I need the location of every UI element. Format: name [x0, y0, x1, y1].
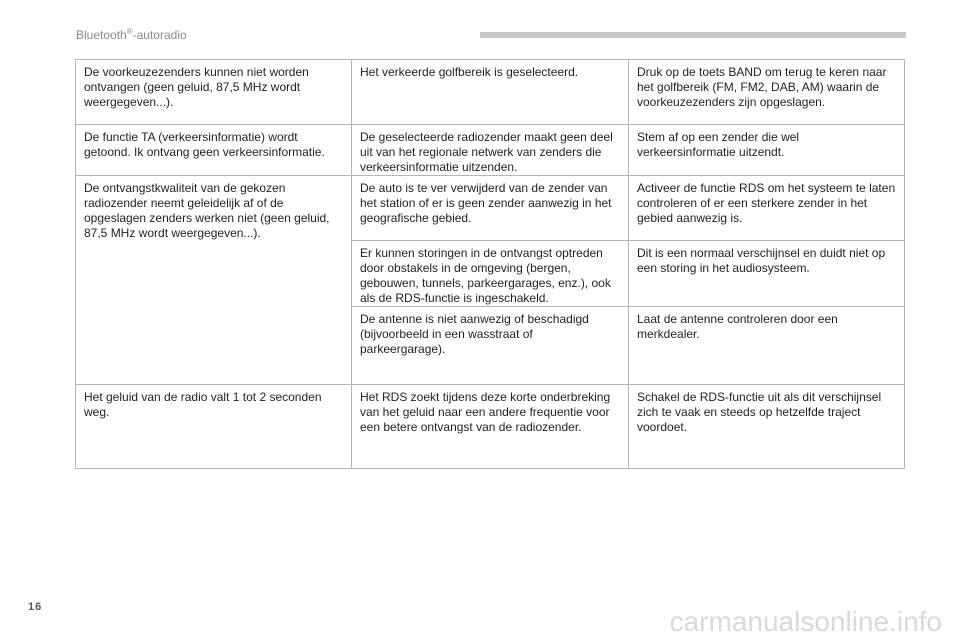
- solution-cell: Schakel de RDS-functie uit als dit verschijnsel zich te vaak en steeds op hetzelfde traject voordoet.: [629, 385, 905, 469]
- solution-cell: Druk op de toets BAND om terug te keren naar het golfbereik (FM, FM2, DAB, AM) waarin de voorkeuzezenders zijn opgeslagen.: [629, 60, 905, 125]
- problem-cell: De functie TA (verkeersinformatie) wordt getoond. Ik ontvang geen verkeersinformatie.: [76, 125, 352, 176]
- cause-cell: De auto is te ver verwijderd van de zender van het station of er is geen zender aanwezig in het geografische gebied.: [352, 176, 629, 241]
- table-row: [76, 385, 905, 469]
- section-title: Bluetooth®-autoradio: [76, 27, 187, 42]
- problem-cell: De ontvangstkwaliteit van de gekozen radiozender neemt geleidelijk af of de opgeslagen zenders werken niet (geen geluid, 87,5 MHz wordt weergegeven...).: [76, 176, 352, 385]
- solution-cell: Laat de antenne controleren door een merkdealer.: [629, 307, 905, 385]
- page-number: 16: [28, 601, 43, 613]
- troubleshooting-table: [75, 59, 905, 469]
- table-row: [76, 60, 905, 125]
- solution-cell: Dit is een normaal verschijnsel en duidt niet op een storing in het audiosysteem.: [629, 241, 905, 307]
- header-bar: [480, 32, 906, 38]
- solution-cell: Stem af op een zender die wel verkeersinformatie uitzendt.: [629, 125, 905, 176]
- solution-cell: Activeer de functie RDS om het systeem te laten controleren of er een sterkere zender in het gebied aanwezig is.: [629, 176, 905, 241]
- cause-cell: De geselecteerde radiozender maakt geen deel uit van het regionale netwerk van zenders die verkeersinformatie uitzenden.: [352, 125, 629, 176]
- problem-cell: Het geluid van de radio valt 1 tot 2 seconden weg.: [76, 385, 352, 469]
- cause-cell: Er kunnen storingen in de ontvangst optreden door obstakels in de omgeving (bergen, gebouwen, tunnels, parkeergarages, enz.), ook als de RDS-functie is ingeschakeld.: [352, 241, 629, 307]
- cause-cell: Het verkeerde golfbereik is geselecteerd.: [352, 60, 629, 125]
- cause-cell: De antenne is niet aanwezig of beschadigd (bijvoorbeeld in een wasstraat of parkeergarage).: [352, 307, 629, 385]
- cause-cell: Het RDS zoekt tijdens deze korte onderbreking van het geluid naar een andere frequentie voor een betere ontvangst van de radiozender.: [352, 385, 629, 469]
- problem-cell: De voorkeuzezenders kunnen niet worden ontvangen (geen geluid, 87,5 MHz wordt weergegeven...).: [76, 60, 352, 125]
- table-row: [76, 125, 905, 176]
- table-row: [76, 176, 905, 241]
- watermark: carmanualsonline.info: [669, 606, 942, 637]
